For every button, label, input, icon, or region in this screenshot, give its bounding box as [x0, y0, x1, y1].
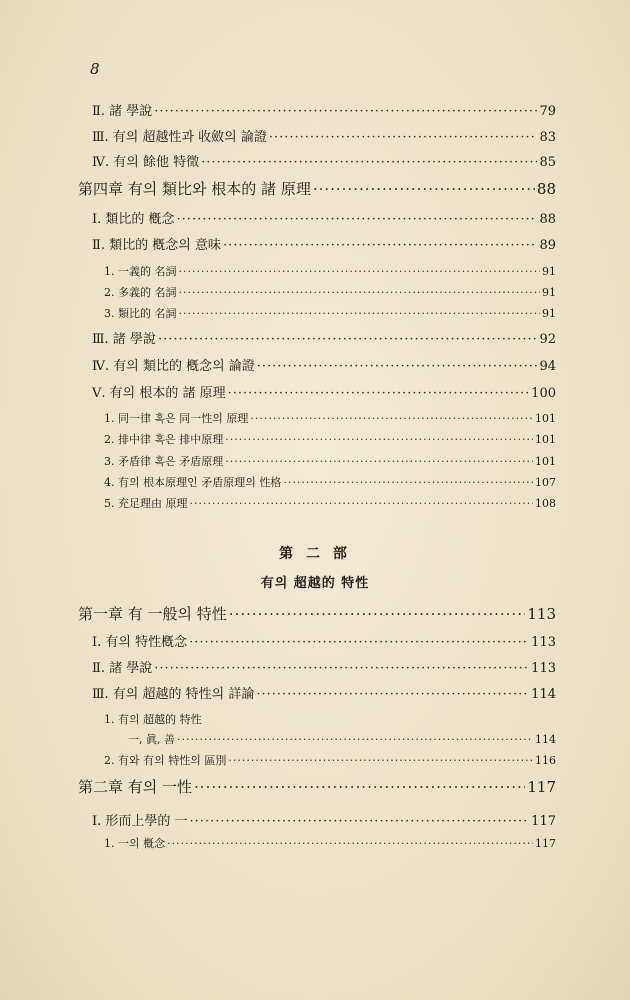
chapter-entry	[78, 603, 556, 624]
toc-entry-page: 79	[539, 104, 556, 119]
toc-entry-page: 92	[539, 332, 556, 347]
toc-subentry-page: 91	[542, 286, 556, 299]
toc-subentry-label: 1. 一의 槪念	[104, 837, 166, 850]
toc-entry-page: 117	[531, 814, 556, 829]
toc-subentry	[128, 731, 556, 747]
toc-entry-label: Ⅴ. 有의 根本的 諸 原理	[92, 386, 226, 401]
toc-entry-page: 113	[531, 661, 556, 676]
toc-subentry	[104, 495, 556, 511]
dot-leader	[223, 238, 538, 253]
dot-leader	[154, 661, 529, 676]
toc-subentry-label: 3. 矛盾律 혹은 矛盾原理	[104, 455, 224, 468]
chapter-entry-page: 88	[536, 180, 556, 198]
toc-subentry-page: 116	[535, 754, 556, 767]
dot-leader	[228, 754, 533, 767]
chapter-entry-page: 117	[527, 778, 556, 796]
dot-leader	[313, 180, 535, 198]
dot-leader	[269, 130, 538, 145]
toc-subentry	[104, 305, 556, 321]
page-number: 8	[90, 60, 100, 78]
toc-entry	[92, 328, 556, 347]
toc-entry	[92, 126, 556, 145]
toc-subentry-page: 114	[535, 733, 556, 746]
toc-subentry-label: 1. 一義的 名詞	[104, 265, 177, 278]
toc-entry-label: Ⅳ. 有의 餘他 特徵	[92, 155, 200, 170]
toc-entry	[92, 631, 556, 650]
toc-entry-label: Ⅱ. 類比的 槪念의 意味	[92, 238, 221, 253]
toc-subentry	[104, 431, 556, 447]
dot-leader	[228, 386, 530, 401]
part-title: 第 二 部	[279, 546, 351, 562]
toc-subentry-label: 1. 有의 超越的 特性	[104, 713, 202, 726]
toc-subentry-page: 117	[535, 837, 556, 850]
toc-entry	[92, 683, 556, 702]
dot-leader	[190, 497, 534, 510]
dot-leader	[229, 605, 526, 623]
toc-entry-page: 85	[539, 155, 556, 170]
toc-entry	[92, 657, 556, 676]
chapter-entry	[78, 776, 556, 797]
toc-entry	[92, 151, 556, 170]
toc-entry-page: 89	[539, 238, 556, 253]
dot-leader	[179, 265, 541, 278]
toc-subentry	[104, 474, 556, 490]
toc-subentry-label: 1. 同一律 혹은 同一性의 原理	[104, 412, 249, 425]
toc-subentry-label: 3. 類比的 名詞	[104, 307, 177, 320]
part-subtitle: 有의 超越的 特性	[260, 576, 370, 591]
dot-leader	[177, 733, 533, 746]
dot-leader	[190, 814, 530, 829]
dot-leader	[194, 778, 525, 796]
toc-entry-page: 113	[531, 635, 556, 650]
toc-subentry-page: 101	[535, 455, 556, 468]
dot-leader	[256, 687, 529, 702]
chapter-entry-label: 第四章 有의 類比와 根本的 諸 原理	[78, 180, 311, 198]
toc-subentry-label: 2. 多義的 名詞	[104, 286, 177, 299]
toc-entry-label: Ⅰ. 形而上學的 一	[92, 814, 188, 829]
toc-subentry-page: 101	[535, 433, 556, 446]
toc-subentry-page: 107	[535, 476, 556, 489]
chapter-entry-page: 113	[527, 605, 556, 623]
chapter-entry	[78, 178, 556, 199]
dot-leader	[225, 455, 533, 468]
toc-subentry-label: 5. 充足理由 原理	[104, 497, 188, 510]
toc-subentry-label: 一, 眞, 善	[128, 733, 175, 746]
toc-entry-label: Ⅱ. 諸 學說	[92, 104, 153, 119]
toc-subentry	[104, 263, 556, 279]
toc-entry	[92, 208, 556, 227]
toc-entry-page: 100	[531, 386, 556, 401]
toc-entry	[92, 355, 556, 374]
dot-leader	[257, 359, 538, 374]
toc-entry-label: Ⅰ. 類比的 槪念	[92, 212, 175, 227]
toc-entry-page: 114	[531, 687, 556, 702]
dot-leader	[154, 104, 537, 119]
dot-leader	[201, 155, 537, 170]
dot-leader	[167, 837, 533, 850]
dot-leader	[250, 412, 533, 425]
toc-subentry-label: 4. 有의 根本原理인 矛盾原理의 性格	[104, 476, 282, 489]
dot-leader	[283, 476, 533, 489]
toc-subentry-label: 2. 排中律 혹은 排中原理	[104, 433, 224, 446]
toc-entry-page: 83	[539, 130, 556, 145]
toc-subentry	[104, 410, 556, 426]
toc-subentry	[104, 752, 556, 768]
toc-entry	[92, 100, 556, 119]
dot-leader	[225, 433, 533, 446]
toc-entry-label: Ⅰ. 有의 特性槪念	[92, 635, 188, 650]
toc-entry	[92, 810, 556, 829]
dot-leader	[177, 212, 538, 227]
toc-entry-label: Ⅳ. 有의 類比的 槪念의 論證	[92, 359, 255, 374]
dot-leader	[179, 307, 541, 320]
toc-subentry-page: 101	[535, 412, 556, 425]
toc-subentry	[104, 284, 556, 300]
toc-subentry	[104, 835, 556, 851]
toc-entry-label: Ⅲ. 諸 學說	[92, 332, 156, 347]
toc-subentry-label: 2. 有와 有의 特性의 區別	[104, 754, 227, 767]
toc-entry-label: Ⅲ. 有의 超越性과 收斂의 論證	[92, 130, 267, 145]
toc-subentry-page: 108	[535, 497, 556, 510]
toc-entry-page: 88	[539, 212, 556, 227]
toc-entry-label: Ⅲ. 有의 超越的 特性의 詳論	[92, 687, 255, 702]
dot-leader	[189, 635, 529, 650]
toc-entry-label: Ⅱ. 諸 學說	[92, 661, 153, 676]
toc-entry-page: 94	[539, 359, 556, 374]
toc-subentry-page: 91	[542, 265, 556, 278]
chapter-entry-label: 第二章 有의 一性	[78, 778, 193, 796]
toc-entry	[92, 382, 556, 401]
dot-leader	[158, 332, 538, 347]
toc-subentry	[104, 453, 556, 469]
dot-leader	[179, 286, 541, 299]
toc-subentry-page: 91	[542, 307, 556, 320]
chapter-entry-label: 第一章 有 一般의 特性	[78, 605, 227, 623]
toc-entry	[92, 234, 556, 253]
